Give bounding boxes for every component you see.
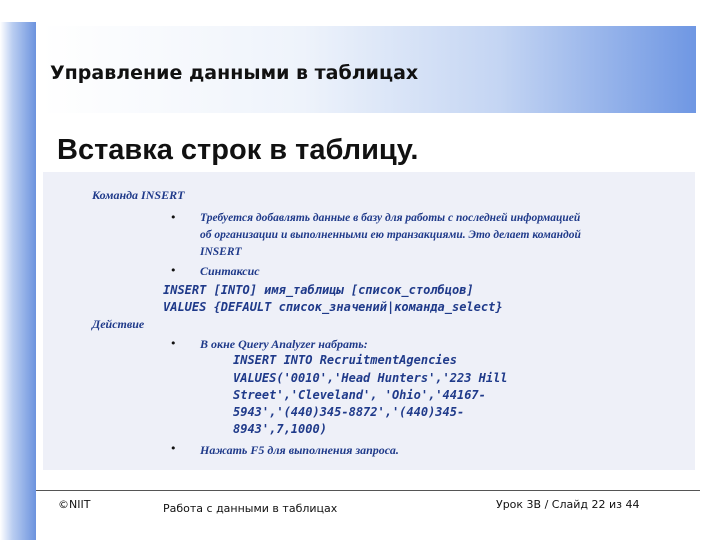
intro-line-3: INSERT (200, 246, 242, 258)
action-label: Действие (92, 317, 145, 331)
footer-copyright: ©NIIT (58, 498, 91, 511)
bullet-icon: • (170, 211, 177, 224)
slide-subheading: Вставка строк в таблицу. (57, 134, 419, 166)
command-label: Команда INSERT (92, 188, 185, 202)
left-accent-bar (0, 22, 36, 540)
slide-title: Управление данными в таблицах (50, 62, 419, 84)
bullet-icon: • (170, 442, 177, 455)
footer-divider (36, 490, 700, 491)
syntax-line-1: INSERT [INTO] имя_таблицы [список_столбцов] (163, 283, 474, 297)
bullet-icon: • (170, 337, 177, 350)
intro-line-1: Требуется добавлять данные в базу для работы с последней информацией (200, 212, 581, 224)
code-line-1: INSERT INTO RecruitmentAgencies (233, 353, 457, 367)
code-line-4: 5943','(440)345-8872','(440)345- (233, 405, 465, 419)
syntax-line-2: VALUES {DEFAULT список_значений|команда_select} (163, 300, 503, 314)
footer-slide-number: Урок 3B / Слайд 22 из 44 (496, 498, 640, 511)
code-line-2: VALUES('0010','Head Hunters','223 Hill (233, 371, 508, 385)
syntax-label: Синтаксис (200, 264, 260, 278)
bullet-icon: • (170, 264, 177, 277)
code-line-5: 8943',7,1000) (233, 422, 327, 436)
action-step-1: В окне Query Analyzer набрать: (200, 337, 368, 351)
action-step-2: Нажать F5 для выполнения запроса. (200, 443, 399, 457)
code-line-3: Street','Cleveland', 'Ohio','44167- (233, 388, 486, 402)
footer-topic: Работа с данными в таблицах (163, 502, 338, 515)
intro-line-2: об организации и выполненными ею транзакциями. Это делает командой (200, 229, 581, 241)
